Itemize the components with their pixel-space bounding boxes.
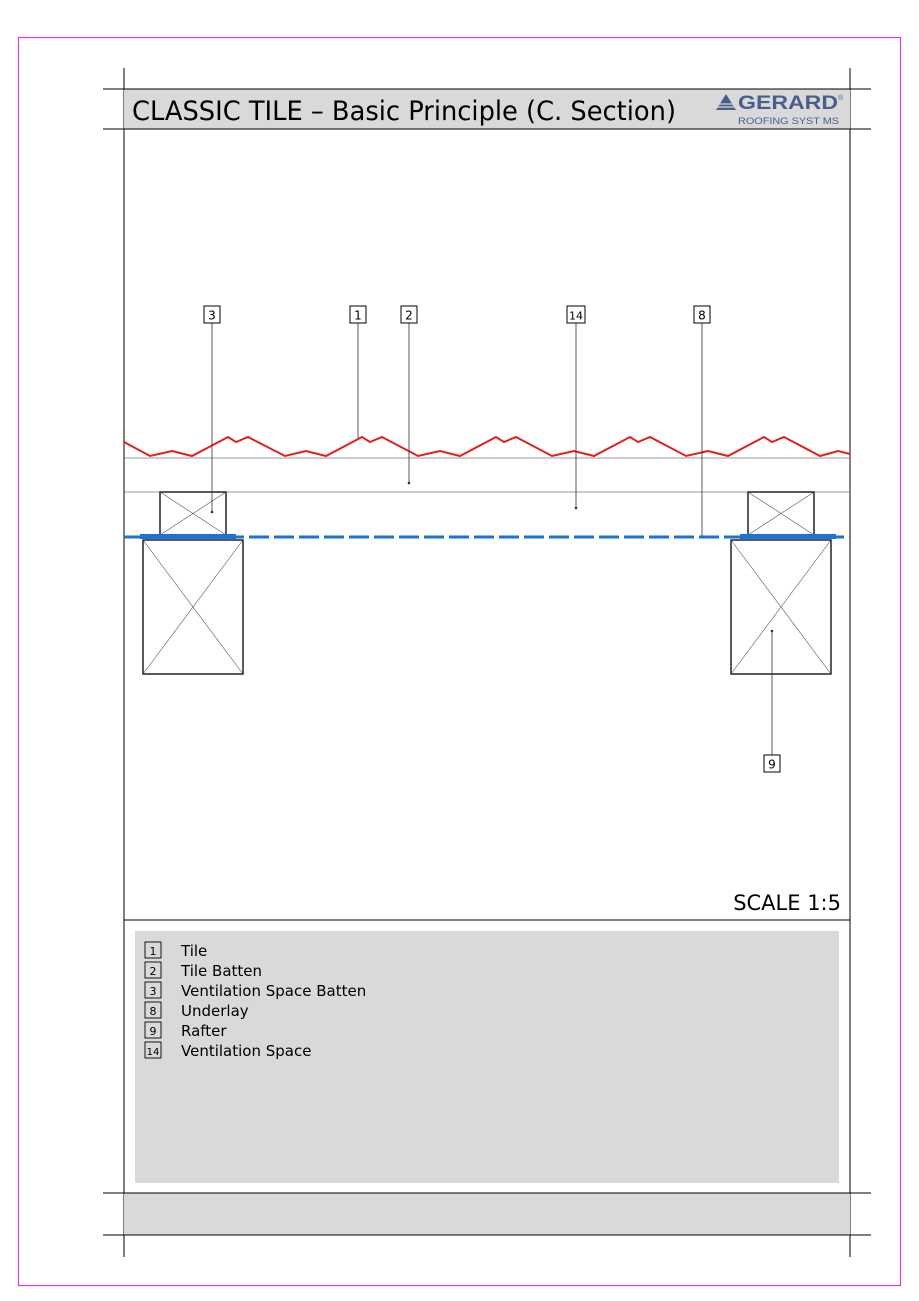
legend-number: 9 xyxy=(149,1025,157,1038)
vent-batten-right xyxy=(748,492,814,535)
vent-batten-left xyxy=(160,492,226,535)
callout-14 xyxy=(567,306,585,323)
leader-dots xyxy=(211,482,774,633)
legend-label: Ventilation Space Batten xyxy=(181,982,367,1000)
callout-3 xyxy=(204,306,220,323)
callout-number: 3 xyxy=(208,308,216,323)
callout-1 xyxy=(350,306,366,323)
logo-registered-mark: ® xyxy=(838,95,844,102)
callout-number: 9 xyxy=(768,757,776,772)
underlay-overlap-left xyxy=(140,534,236,539)
legend-label: Rafter xyxy=(181,1022,227,1040)
legend-item xyxy=(145,1002,249,1020)
logo-tagline: ROOFING SYST MS xyxy=(738,116,839,127)
page-title: CLASSIC TILE – Basic Principle (C. Section) xyxy=(132,96,676,127)
rafter-right xyxy=(731,540,831,674)
callout-number: 8 xyxy=(698,308,706,323)
legend-label: Ventilation Space xyxy=(181,1042,312,1060)
callout-9 xyxy=(764,755,780,772)
legend-number: 14 xyxy=(146,1047,160,1058)
cross-section-drawing xyxy=(124,306,850,772)
callout-number: 2 xyxy=(405,308,413,323)
callout-2 xyxy=(401,306,417,323)
callout-8 xyxy=(694,306,710,323)
legend-number: 3 xyxy=(149,985,157,998)
legend-label: Tile Batten xyxy=(181,962,263,980)
leader-lines xyxy=(212,323,772,755)
legend-number: 8 xyxy=(149,1005,157,1018)
tile-profile xyxy=(124,437,850,456)
footer-band xyxy=(124,1193,850,1235)
logo-text: GERARD xyxy=(738,93,838,114)
underlay-overlap-right xyxy=(740,534,836,539)
callout-number: 1 xyxy=(354,308,362,323)
legend-label: Tile xyxy=(181,942,208,960)
scale-label: SCALE 1:5 xyxy=(733,891,841,915)
callout-number: 14 xyxy=(569,309,583,323)
legend-number: 2 xyxy=(149,965,157,978)
legend-label: Underlay xyxy=(181,1002,249,1020)
rafter-left xyxy=(143,540,243,674)
legend-number: 1 xyxy=(149,945,157,958)
